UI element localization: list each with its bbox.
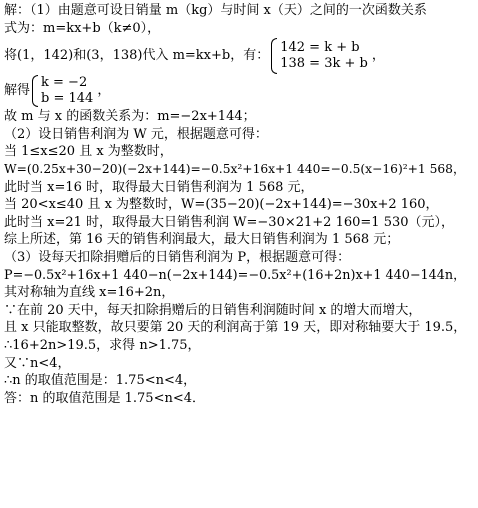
solution-k: k = −2 [41, 75, 88, 91]
solution-line-1: 解：（1）由题意可设日销量 m（kg）与时间 x（天）之间的一次函数关系 [4, 3, 427, 18]
solution-line-7: 当 1≤x≤20 且 x 为整数时， [4, 144, 173, 160]
solution-line-11: 此时当 x=21 时，取得最大日销售利润 W=−30×21+2 160=1 530（元）， [4, 214, 455, 230]
solved-text: 解得 [4, 83, 31, 99]
equation-system-substitution [4, 38, 474, 74]
substitution-text: 将(1，142)和(3，138)代入 m=kx+b，有： [4, 48, 270, 64]
solution-line-14: P=−0.5x²+16x+1 440−n(−2x+144)=−0.5x²+(16+2n)x+1 440−144n， [4, 267, 466, 283]
answer-line: 答：n 的取值范围是 1.75<n<4． [4, 390, 206, 406]
equation-1: 142 = k + b [280, 40, 360, 56]
solution-line-9: 此时当 x=16 时，取得最大日销售利润为 1 568 元， [4, 179, 314, 195]
equation-system-solution [4, 75, 474, 107]
equation-2: 138 = 3k + b [280, 56, 368, 72]
solution-b: b = 144 [41, 91, 94, 107]
solution-pair [41, 75, 93, 107]
solution-line-6: （2）设日销售利润为 W 元，根据题意可得： [4, 126, 268, 142]
solution-pair-comma: ， [97, 83, 111, 99]
solution-line-2: 式为：m=kx+b（k≠0）， [4, 20, 161, 36]
solution-line-15: 其对称轴为直线 x=16+2n， [4, 285, 175, 301]
solution-line-8: W=(0.25x+30−20)(−2x+144)=−0.5x²+16x+1 440=−0.5(x−16)²+1 568， [4, 161, 466, 176]
equation-pair [280, 40, 368, 72]
solution-line-16: ∵在前 20 天中，每天扣除捐赠后的日销售利润随时间 x 的增大而增大， [4, 302, 422, 318]
left-brace [32, 75, 38, 107]
solution-line-12: 综上所述，第 16 天的销售利润最大，最大日销售利润为 1 568 元； [4, 232, 400, 248]
solution-line-20: ∴n 的取值范围是：1.75<n<4， [4, 373, 197, 389]
solution-line-5: 故 m 与 x 的函数关系为：m=−2x+144； [4, 109, 256, 125]
solution-line-19: 又∵n<4， [4, 355, 71, 371]
solution-line-17: 且 x 只能取整数，故只要第 20 天的利润高于第 19 天，即对称轴要大于 19.5， [4, 320, 467, 336]
left-brace [271, 38, 277, 74]
solution-line-10: 当 20<x≤40 且 x 为整数时，W=(35−20)(−2x+144)=−30x+2 160， [4, 197, 439, 213]
equation-pair-comma: ， [371, 48, 385, 64]
solution-line-13: （3）设每天扣除捐赠后的日销售利润为 P，根据题意可得： [4, 249, 351, 265]
solution-line-18: ∴16+2n>19.5，求得 n>1.75， [4, 337, 201, 353]
